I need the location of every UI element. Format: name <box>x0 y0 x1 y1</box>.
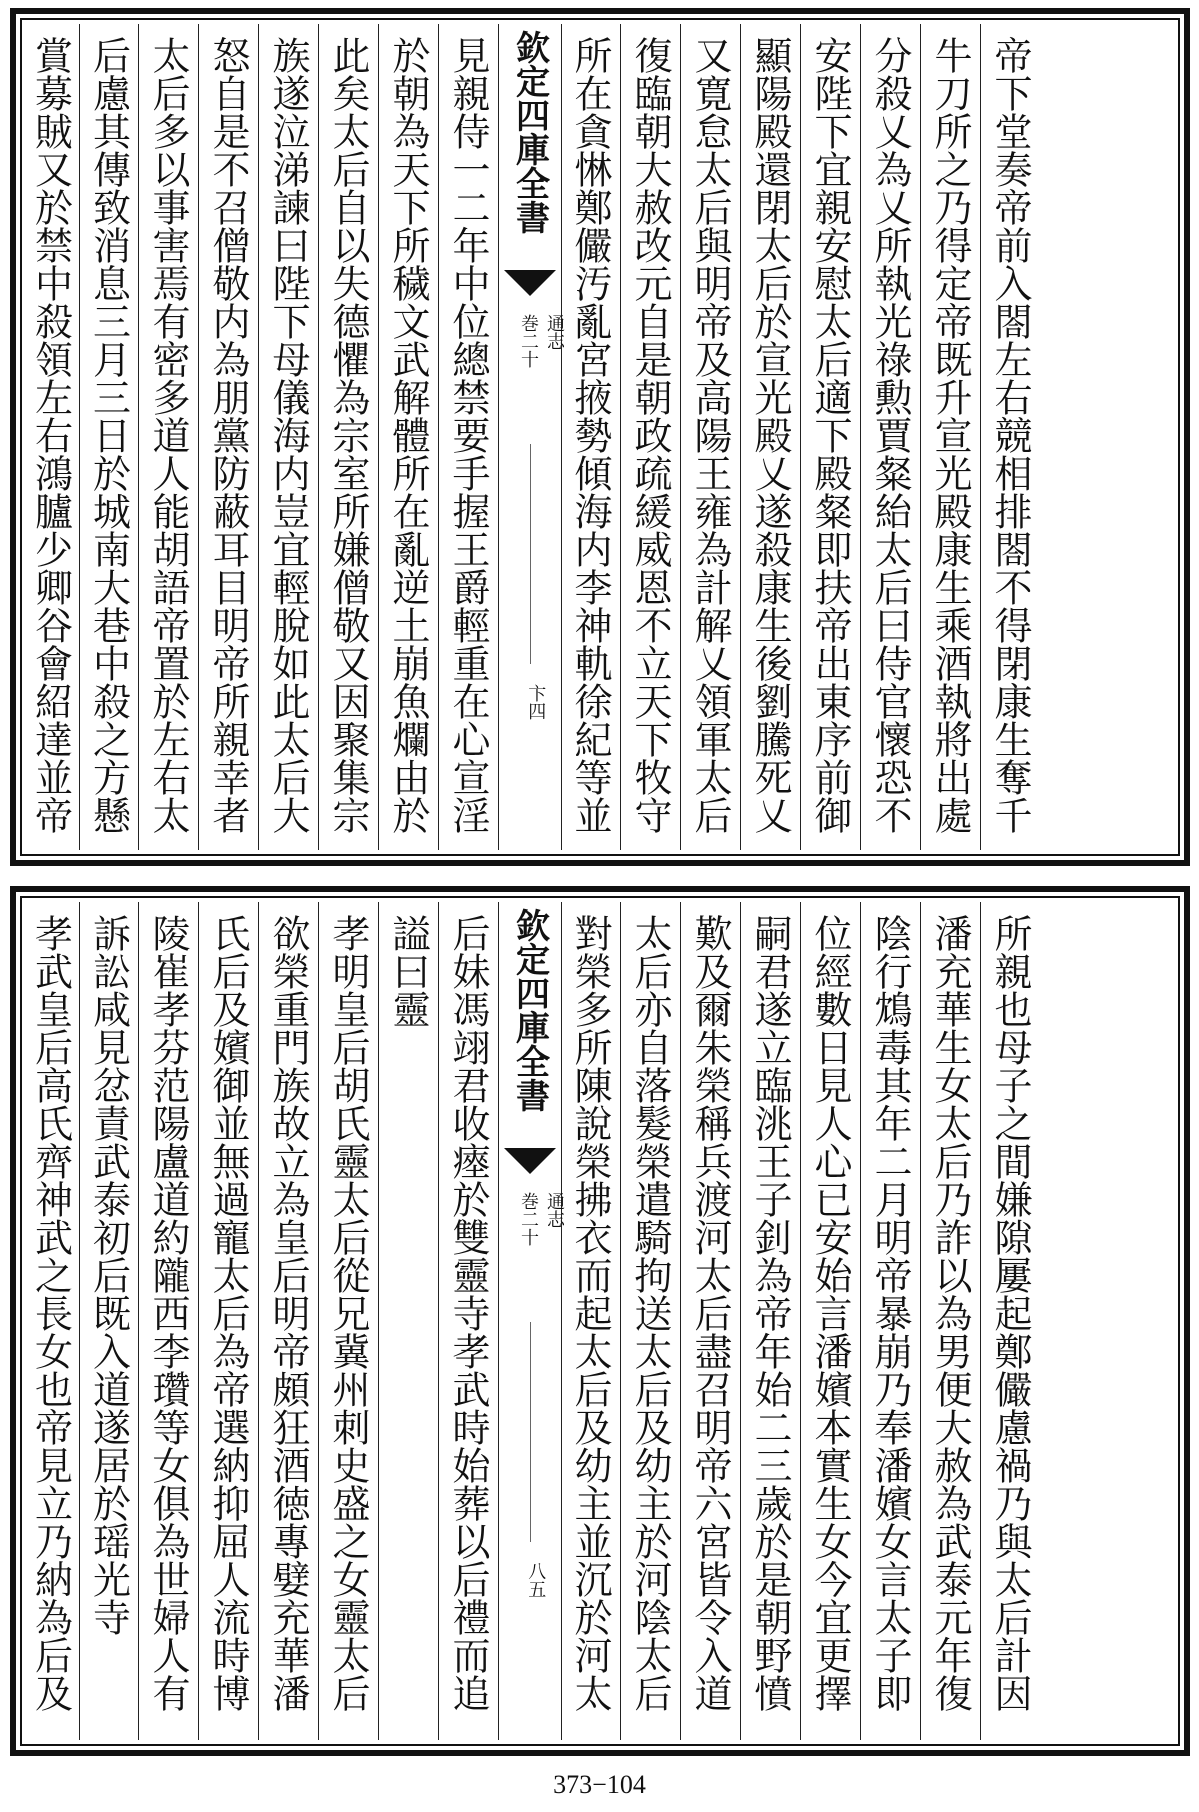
column-text: 孝明皇后胡氏靈太后從兄冀州刺史盛之女靈太后 <box>326 914 370 1712</box>
column-text: 太后亦自落髮榮遣騎拘送太后及幼主於河陰太后 <box>628 914 672 1712</box>
leaf-number: 八五 <box>525 1562 547 1598</box>
column-text: 陰行鴆毒其年二月明帝暴崩乃奉潘嬪女言太子即 <box>868 914 912 1712</box>
book-title: 欽定四庫全書 <box>509 908 550 1112</box>
text-column <box>800 902 861 1740</box>
text-column <box>740 902 801 1740</box>
column-text: 嗣君遂立臨洮王子釗為帝年始二三歲於是朝野憤 <box>748 914 792 1712</box>
page-footer-number: 373−104 <box>553 1770 646 1799</box>
banner-divider <box>530 1322 531 1542</box>
text-column <box>378 24 439 850</box>
text-column <box>438 902 499 1740</box>
column-text: 所親也母子之間嫌隙屢起鄭儼慮禍乃與太后計因 <box>988 914 1032 1712</box>
text-column <box>920 902 981 1740</box>
text-column <box>620 24 681 850</box>
column-text: 顯陽殿還閉太后於宣光殿乂遂殺康生後劉騰死乂 <box>748 36 792 834</box>
column-text: 陵崔孝芬范陽盧道約隴西李瓚等女俱為世婦人有 <box>146 914 190 1712</box>
text-column <box>920 24 981 850</box>
text-column <box>560 902 621 1740</box>
column-text: 后妹馮翊君收瘞於雙靈寺孝武時始葬以后禮而追 <box>446 914 490 1712</box>
column-text: 帝下堂奏帝前入閤左右競相排閤不得閉康生奪千 <box>988 36 1032 834</box>
text-column <box>22 902 80 1740</box>
column-text: 孝武皇后高氏齊神武之長女也帝見立乃納為后及 <box>28 914 73 1712</box>
top-page-frame <box>20 18 1180 856</box>
text-column <box>980 24 1040 850</box>
center-banner <box>498 24 565 850</box>
text-column <box>22 24 80 850</box>
volume-label: 通志 巻二十 <box>518 314 565 368</box>
column-text: 氏后及嬪御並無過寵太后為帝選納抑屈人流時博 <box>206 914 250 1712</box>
text-column <box>138 24 199 850</box>
volume-label: 通志 巻二十 <box>518 1192 565 1246</box>
leaf-number: 卞四 <box>525 684 547 720</box>
text-column <box>258 24 319 850</box>
book-title: 欽定四庫全書 <box>509 30 550 234</box>
top-page <box>10 8 1190 866</box>
text-column <box>800 24 861 850</box>
text-column <box>740 24 801 850</box>
fish-tail-mark <box>504 270 556 296</box>
text-column <box>138 902 199 1740</box>
text-column <box>980 902 1040 1740</box>
text-column <box>318 24 379 850</box>
column-text: 怒自是不召僧敬内為朋黨防蔽耳目明帝所親幸者 <box>206 36 250 834</box>
column-text: 欲榮重門族故立為皇后明帝頗狂酒徳專嬖充華潘 <box>266 914 310 1712</box>
column-text: 位經數日見人心已安始言潘嬪本實生女今宜更擇 <box>808 914 852 1712</box>
column-text: 所在貪惏鄭儼汚亂宮掖勢傾海内李神軌徐紀等並 <box>568 36 612 834</box>
bottom-page <box>10 886 1190 1756</box>
text-column <box>680 24 741 850</box>
column-text: 后慮其傳致消息三月三日於城南大巷中殺之方懸 <box>86 36 131 834</box>
column-text: 訴訟咸見忿責武泰初后既入道遂居於瑶光寺 <box>86 914 131 1636</box>
fish-tail-mark <box>504 1148 556 1174</box>
column-text: 安陛下宜親安慰太后適下殿粲即扶帝出東序前御 <box>808 36 852 834</box>
column-text: 又寛怠太后與明帝及高陽王雍為計解乂領軍太后 <box>688 36 732 834</box>
column-text: 族遂泣涕諫曰陛下母儀海内豈宜輕脫如此太后大 <box>266 36 310 834</box>
column-text: 於朝為天下所穢文武解體所在亂逆土崩魚爛由於 <box>386 36 430 834</box>
column-text: 復臨朝大赦改元自是朝政疏緩威恩不立天下牧守 <box>628 36 672 834</box>
column-text: 對榮多所陳說榮拂衣而起太后及幼主並沉於河太 <box>568 914 612 1712</box>
banner-divider <box>530 444 531 664</box>
column-text: 牛刀所之乃得定帝既升宣光殿康生乘酒執將出處 <box>928 36 972 834</box>
text-column <box>620 902 681 1740</box>
text-column <box>318 902 379 1740</box>
text-column <box>680 902 741 1740</box>
column-text: 分殺乂為乂所執光祿勲賈粲紿太后曰侍官懷恐不 <box>868 36 912 834</box>
text-column <box>198 24 259 850</box>
text-column <box>560 24 621 850</box>
text-column <box>258 902 319 1740</box>
text-column <box>378 902 439 1740</box>
text-column <box>438 24 499 850</box>
text-column <box>860 24 921 850</box>
text-column <box>198 902 259 1740</box>
column-text: 賞募賊又於禁中殺領左右鴻臚少卿谷會紹達並帝 <box>28 36 73 834</box>
text-column <box>79 24 139 850</box>
column-text: 謚曰靈 <box>386 914 430 1028</box>
column-text: 見親侍一二年中位總禁要手握王爵輕重在心宣淫 <box>446 36 490 834</box>
column-text: 此矣太后自以失德懼為宗室所嫌僧敬又因聚集宗 <box>326 36 370 834</box>
text-column <box>79 902 139 1740</box>
text-column <box>860 902 921 1740</box>
bottom-page-frame <box>20 896 1180 1746</box>
column-text: 太后多以事害焉有密多道人能胡語帝置於左右太 <box>146 36 190 834</box>
column-text: 歎及爾朱榮稱兵渡河太后盡召明帝六宮皆令入道 <box>688 914 732 1712</box>
column-text: 潘充華生女太后乃詐以為男便大赦為武泰元年復 <box>928 914 972 1712</box>
center-banner <box>498 902 565 1740</box>
